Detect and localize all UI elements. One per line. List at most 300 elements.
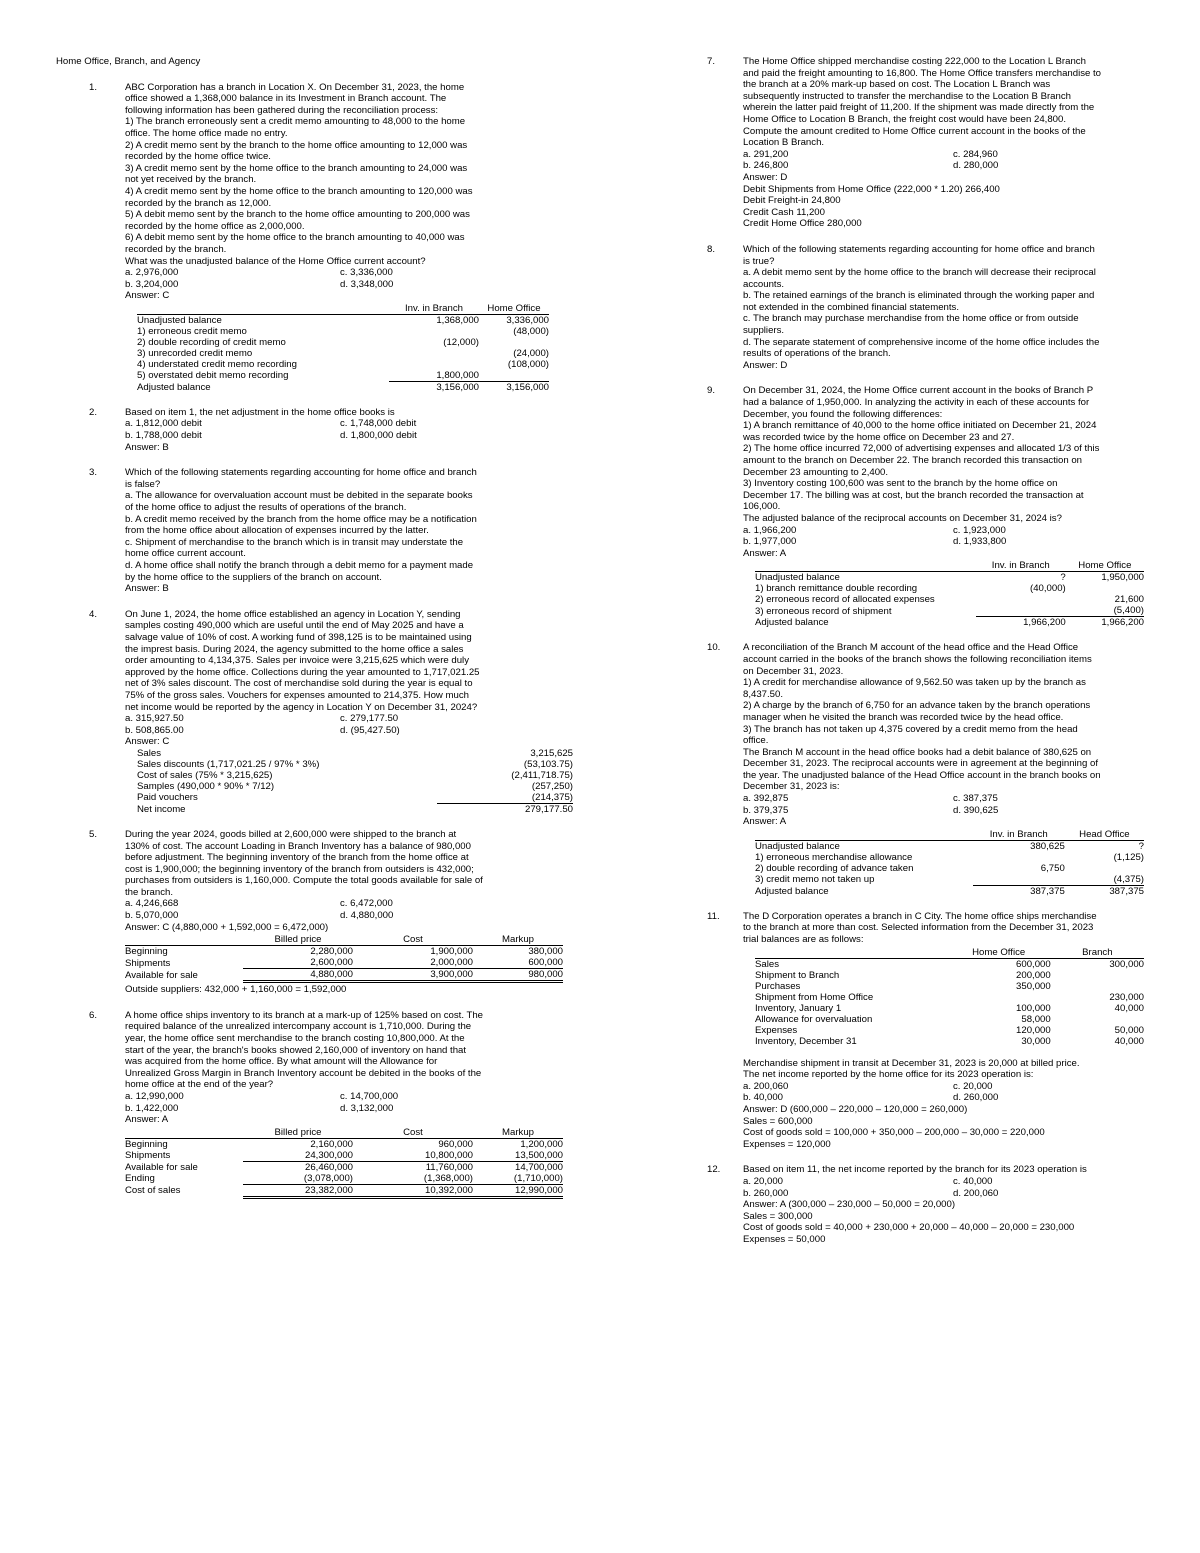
row-label: Samples (490,000 * 90% * 7/12) [137, 780, 275, 792]
table-row [125, 1138, 563, 1150]
question-text: is false? [125, 478, 161, 490]
row-label: Beginning [125, 946, 168, 958]
table-cell: ? [1138, 840, 1144, 852]
answer-key: Answer: A [125, 1114, 169, 1126]
question-number: 7. [707, 56, 716, 67]
row-label: 2) double recording of advance taken [755, 862, 914, 874]
column-header [755, 829, 973, 841]
question-text: the branch. [125, 886, 174, 898]
table-cell: (257,250) [531, 780, 573, 792]
question-item [674, 1164, 1144, 1245]
row-label: Purchases [755, 980, 801, 992]
table-cell: 120,000 [1016, 1024, 1051, 1036]
question-text: December 17. The billing was at cost, but the branch recorded the transaction at [743, 489, 1084, 501]
question-text: d. A home office shall notify the branch through a debit memo for a payment made [125, 560, 474, 571]
table-row [137, 770, 573, 781]
answer-choices [125, 713, 576, 736]
table-cell: 40,000 [1114, 1002, 1144, 1014]
answer-choices [743, 525, 1144, 548]
row-label: Cost of sales [125, 1185, 181, 1197]
row-label: Unadjusted balance [137, 314, 222, 326]
row-label: Unadjusted balance [755, 572, 840, 584]
table-cell: 23,382,000 [243, 1184, 353, 1197]
row-label: Ending [125, 1173, 155, 1185]
row-label: 1) branch remittance double recording [755, 583, 918, 595]
question-text: The Branch M account in the head office books had a debit balance of 380,625 on [743, 746, 1092, 758]
question-text: 6) A debit memo sent by the home office to the branch amounting to 40,000 was [125, 232, 465, 244]
question-item [56, 829, 576, 996]
table-row [137, 326, 549, 337]
table-row [755, 874, 1144, 886]
answer-choice: a. 4,246,668 [125, 898, 179, 910]
question-text: December 31, 2023 is: [743, 781, 840, 793]
row-label: Inventory, December 31 [755, 1035, 857, 1047]
answer-choice: b. 260,000 [743, 1187, 789, 1199]
question-text: before adjustment. The beginning inventory of the branch from the home office at [125, 852, 469, 864]
right-column [674, 56, 1144, 1260]
answer-key: Answer: D [743, 171, 788, 183]
question-text: of the home office to adjust the results of operations of the branch. [125, 502, 407, 514]
answer-choice: d. 280,000 [953, 160, 999, 172]
table-row [755, 970, 1144, 981]
answer-choice: b. 3,204,000 [125, 278, 179, 290]
q1-table [137, 303, 549, 393]
table-row [755, 583, 1144, 594]
answer-choices [125, 418, 576, 441]
column-header: Cost [353, 934, 473, 946]
question-text: manager when he visited the branch was recorded twice by the head office. [743, 711, 1064, 723]
question-text: 2) A credit memo sent by the branch to the home office amounting to 12,000 was [125, 139, 468, 151]
question-item [674, 244, 1144, 372]
row-label: Available for sale [125, 969, 198, 981]
question-text: During the year 2024, goods billed at 2,600,000 were shipped to the branch at [125, 828, 457, 840]
table-row [755, 1003, 1144, 1014]
table-cell [976, 605, 1066, 617]
answer-choice: b. 246,800 [743, 160, 789, 172]
table-cell: 200,000 [1016, 969, 1051, 981]
answer-choice: d. 4,880,000 [340, 910, 394, 922]
table-header-row [755, 560, 1144, 572]
answer-choice: b. 1,788,000 debit [125, 430, 202, 442]
answer-choice: c. 3,336,000 [340, 267, 393, 279]
question-text: 3) A credit memo sent by the home office to the branch amounting to 24,000 was [125, 162, 468, 174]
table-cell [1051, 981, 1144, 992]
table-cell [389, 326, 479, 337]
table-cell [1066, 583, 1144, 594]
table-row [755, 992, 1144, 1003]
table-header-row [137, 303, 549, 315]
answer-choices [743, 149, 1144, 172]
answer-choice: b. 1,422,000 [125, 1102, 179, 1114]
table-cell: 960,000 [438, 1138, 473, 1150]
table-row [137, 748, 573, 759]
column-header: Home Office [1066, 560, 1144, 572]
table-row [125, 957, 563, 969]
table-cell: (4,375) [1065, 874, 1144, 886]
answer-key: Answer: A (300,000 – 230,000 – 50,000 = 20,000) [743, 1199, 956, 1211]
row-label: 4) understated credit memo recording [137, 358, 297, 370]
question-text: recorded by the home office twice. [125, 151, 271, 163]
row-label: Sales [755, 958, 779, 970]
question-text: 75% of the gross sales. Vouchers for expenses amounted to 214,375. How much [125, 689, 469, 701]
question-text: A reconciliation of the Branch M account of the head office and the Head Office [743, 642, 1079, 654]
question-text: net of 3% sales discount. The cost of merchandise sold during the year is equal to [125, 678, 473, 690]
table-header-row [125, 1127, 563, 1139]
question-item [56, 82, 576, 393]
table-cell: 350,000 [1016, 980, 1051, 992]
question-text: on December 31, 2023. [743, 665, 844, 677]
table-cell: (5,400) [1066, 605, 1144, 617]
solution-line: Debit Freight-in 24,800 [743, 195, 841, 207]
table-cell: 1,800,000 [389, 370, 479, 382]
question-text: c. The branch may purchase merchandise from the home office or from outside [743, 313, 1079, 325]
left-column [56, 56, 576, 1213]
answer-key: Answer: C [125, 290, 170, 302]
row-label: 3) credit memo not taken up [755, 874, 875, 886]
question-text: Based on item 11, the net income reported by the branch for its 2023 operation is [743, 1164, 1087, 1176]
table-cell: 1,950,000 [1101, 572, 1144, 584]
table-cell: 387,375 [1109, 885, 1144, 897]
table-cell [973, 852, 1065, 863]
table-row [755, 958, 1144, 970]
question-text: salvage value of 10% of cost. A working fund of 398,125 is to be maintained using [125, 631, 472, 643]
table-cell: 2,000,000 [353, 957, 473, 969]
column-header: Home Office [479, 303, 549, 315]
answer-choice: c. 1,923,000 [953, 524, 1006, 536]
answer-key: Answer: B [125, 441, 169, 453]
table-cell [479, 337, 549, 348]
question-text: approved by the home office. Collections during the year amounted to 1,717,021.25 [125, 666, 480, 678]
question-text: the imprest basis. During 2024, the agency submitted to the home office a sales [125, 643, 464, 655]
table-row [125, 1173, 563, 1185]
table-cell [389, 359, 479, 370]
question-text: 2) A charge by the branch of 6,750 for an advance taken by the branch operations [743, 700, 1091, 712]
answer-choice: b. 40,000 [743, 1092, 784, 1104]
question-number: 6. [89, 1009, 98, 1021]
question-text: not extended in the combined financial statements. [743, 301, 959, 313]
answer-choice: d. 390,625 [953, 804, 999, 816]
table-cell: 1,368,000 [436, 314, 479, 326]
table-cell: 600,000 [1016, 958, 1051, 970]
row-label: Paid vouchers [137, 792, 198, 804]
answer-key: Answer: A [743, 816, 787, 828]
question-text: 1) The branch erroneously sent a credit memo amounting to 48,000 to the home [125, 116, 466, 128]
answer-choice: a. 1,812,000 debit [125, 418, 202, 430]
row-label: 1) erroneous merchandise allowance [755, 851, 913, 863]
table-cell: 1,900,000 [430, 946, 473, 958]
right-question-list [674, 56, 1144, 1246]
question-text: Home Office to Location B Branch, the freight cost would have been 24,800. [743, 113, 1067, 125]
answer-choice: d. 3,132,000 [340, 1102, 394, 1114]
answer-choice: b. 5,070,000 [125, 910, 179, 922]
answer-choice: c. 279,177.50 [340, 713, 399, 725]
table-row [755, 572, 1144, 584]
document-title: Home Office, Branch, and Agency [56, 56, 201, 67]
answer-choices [743, 793, 1144, 816]
q5-table [125, 934, 563, 983]
column-header [125, 1127, 243, 1139]
table-header-row [755, 947, 1144, 959]
question-text: home office at the end of the year? [125, 1079, 274, 1091]
question-item [674, 911, 1144, 1151]
question-text: Merchandise shipment in transit at December 31, 2023 is 20,000 at billed price. [743, 1057, 1080, 1069]
table-cell [976, 594, 1066, 605]
row-label: 3) unrecorded credit memo [137, 347, 253, 359]
column-header: Billed price [243, 1127, 353, 1139]
table-row [137, 381, 549, 393]
table-cell: 21,600 [1114, 594, 1144, 606]
table-cell: (214,375) [437, 792, 573, 804]
row-label: Sales discounts (1,717,021.25 / 97% * 3%) [137, 758, 320, 770]
question-text: subsequently instructed to transfer the merchandise to the Location B Branch [743, 90, 1071, 102]
table-cell: 1,966,200 [1101, 617, 1144, 629]
question-text: was recorded twice by the home office on December 23 and 27. [743, 431, 1015, 443]
question-text: 3) Inventory costing 100,600 was sent to the branch by the home office on [743, 478, 1058, 490]
table-cell: 380,000 [528, 946, 563, 958]
answer-choice: c. 20,000 [953, 1080, 993, 1092]
table-cell: 14,700,000 [514, 1161, 563, 1173]
table-row [137, 314, 549, 326]
table-cell [973, 874, 1065, 886]
question-number: 1. [89, 81, 98, 93]
row-label: Shipment from Home Office [755, 991, 874, 1003]
answer-key: Answer: B [125, 583, 169, 595]
table-cell: (1,368,000) [353, 1173, 473, 1185]
row-label: Inventory, January 1 [755, 1002, 842, 1014]
answer-choice: a. 20,000 [743, 1175, 784, 1187]
question-text: a. A debit memo sent by the home office to the branch will decrease their reciprocal [743, 267, 1096, 279]
question-text: office. The home office made no entry. [125, 127, 288, 139]
question-text: had a balance of 1,950,000. In analyzing the activity in each of these accounts for [743, 397, 1090, 409]
row-label: Available for sale [125, 1161, 198, 1173]
table-cell: 100,000 [1016, 1002, 1051, 1014]
q4-income-table [137, 748, 573, 815]
table-row [755, 594, 1144, 605]
solution-line: Credit Home Office 280,000 [743, 218, 862, 230]
question-text: Based on item 1, the net adjustment in the home office books is [125, 406, 395, 418]
table-cell: 980,000 [473, 969, 563, 982]
question-text: 1) A credit for merchandise allowance of 9,562.50 was taken up by the branch as [743, 677, 1086, 689]
q6-table [125, 1127, 563, 1199]
solution-line: Credit Cash 11,200 [743, 206, 825, 218]
left-question-list [56, 82, 576, 1199]
row-label: 1) erroneous credit memo [137, 325, 247, 337]
column-header: Head Office [1065, 829, 1144, 841]
row-label: Shipments [125, 1150, 171, 1162]
question-text: Which of the following statements regarding accounting for home office and branch [125, 467, 477, 479]
table-cell: 50,000 [1114, 1024, 1144, 1036]
table-cell: (40,000) [1030, 583, 1066, 595]
table-cell [1051, 970, 1144, 981]
answer-choice: c. 284,960 [953, 148, 998, 160]
question-text: Unrealized Gross Margin in Branch Inventory account be debited in the books of the [125, 1067, 482, 1079]
column-header: Markup [473, 1127, 563, 1139]
table-cell: 58,000 [1021, 1013, 1051, 1025]
q11-table [755, 947, 1144, 1047]
answer-choice: a. 12,990,000 [125, 1091, 184, 1102]
question-text: b. A credit memo received by the branch from the home office may be a notification [125, 513, 477, 525]
question-number: 11. [707, 910, 720, 922]
table-row [755, 1036, 1144, 1047]
question-text: samples costing 490,000 which are useful until the end of May 2025 and have a [125, 620, 464, 632]
question-text: recorded by the home office as 2,000,000. [125, 220, 305, 232]
answer-choice: b. 379,375 [743, 804, 789, 816]
table-cell [947, 992, 1051, 1003]
answer-choices [743, 1176, 1144, 1199]
row-label: Cost of sales (75% * 3,215,625) [137, 769, 273, 781]
table-cell: 11,760,000 [425, 1161, 473, 1173]
answer-choice: a. 2,976,000 [125, 267, 179, 279]
question-text: 4) A credit memo sent by the home office to the branch amounting to 120,000 was [125, 185, 473, 197]
spacer [743, 1048, 1144, 1058]
question-text: and paid the freight amounting to 16,800. The Home Office transfers merchandise to [743, 67, 1102, 79]
table-cell [1065, 863, 1144, 874]
table-row [755, 981, 1144, 992]
question-text: account carried in the books of the branch shows the following reconciliation items [743, 653, 1092, 665]
answer-choice: a. 291,200 [743, 148, 789, 160]
table-cell: 279,177.50 [524, 803, 573, 815]
row-label: Beginning [125, 1138, 168, 1150]
question-text: What was the unadjusted balance of the Home Office current account? [125, 255, 426, 267]
answer-choices [125, 898, 576, 921]
question-text: 2) The home office incurred 72,000 of advertising expenses and allocated 1/3 of this [743, 443, 1100, 455]
column-header [125, 934, 243, 946]
question-text: 130% of cost. The account Loading in Branch Inventory has a balance of 980,000 [125, 840, 471, 852]
answer-choice: b. 1,977,000 [743, 536, 797, 548]
question-text: wherein the latter paid freight of 11,200. If the shipment was made directly from the [743, 102, 1095, 114]
table-cell: 600,000 [473, 957, 563, 969]
table-cell: 6,750 [1040, 862, 1065, 874]
question-text: cost is 1,900,000; the beginning inventory of the branch from outsiders is 432,000; [125, 863, 474, 875]
row-label: Unadjusted balance [755, 840, 840, 852]
table-cell: 3,156,000 [506, 381, 549, 393]
row-label: Net income [137, 803, 186, 815]
table-cell: 4,880,000 [243, 969, 353, 982]
question-text: by the home office to the suppliers of the branch on account. [125, 571, 382, 583]
table-row [137, 359, 549, 370]
table-cell: (3,078,000) [243, 1173, 353, 1185]
row-label: 2) erroneous record of allocated expenses [755, 594, 935, 606]
question-text: recorded by the branch as 12,000. [125, 197, 272, 209]
table-cell: 387,375 [1030, 885, 1065, 897]
question-text: office. [743, 735, 769, 747]
question-number: 5. [89, 828, 98, 840]
question-text: A home office ships inventory to its branch at a mark-up of 125% based on cost. The [125, 1009, 484, 1021]
answer-key: Answer: D [743, 359, 788, 371]
table-cell [1051, 1014, 1144, 1025]
question-text: required balance of the unrealized intercompany account is 1,710,000. During the [125, 1021, 472, 1033]
question-text: office showed a 1,368,000 balance in its Investment in Branch account. The [125, 93, 447, 105]
question-text: results of operations of the branch. [743, 348, 891, 360]
answer-choice: d. 3,348,000 [340, 278, 394, 290]
answer-key: Answer: D (600,000 – 220,000 – 120,000 = 260,000) [743, 1104, 968, 1115]
solution-line: Outside suppliers: 432,000 + 1,160,000 = 1,592,000 [125, 984, 347, 996]
answer-choice: d. 200,060 [953, 1187, 999, 1199]
question-item [674, 56, 1144, 230]
table-cell: 26,460,000 [304, 1161, 353, 1173]
column-header: Inv. in Branch [973, 829, 1065, 841]
answer-key: Answer: C (4,880,000 + 1,592,000 = 6,472,000) [125, 921, 329, 933]
table-cell: 3,215,625 [530, 747, 573, 759]
question-text: is true? [743, 255, 775, 267]
table-row [755, 605, 1144, 617]
table-cell: 380,625 [1030, 840, 1065, 852]
table-cell: 24,300,000 [243, 1150, 353, 1162]
table-cell: 2,280,000 [310, 946, 353, 958]
question-text: The adjusted balance of the reciprocal accounts on December 31, 2024 is? [743, 512, 1062, 524]
question-text: not yet received by the branch. [125, 174, 257, 186]
q9-table [755, 560, 1144, 628]
table-cell: 10,800,000 [353, 1150, 473, 1162]
answer-choice: a. 1,966,200 [743, 524, 797, 536]
table-row [755, 885, 1144, 897]
table-cell: 2,160,000 [310, 1138, 353, 1150]
column-header [755, 560, 976, 572]
answer-choice: d. (95,427.50) [340, 724, 400, 736]
table-cell: 13,500,000 [473, 1150, 563, 1162]
question-text: following information has been gathered during the reconciliation process: [125, 104, 439, 116]
question-item [56, 609, 576, 815]
question-text: suppliers. [743, 325, 785, 337]
table-cell: 1,200,000 [520, 1138, 563, 1150]
question-text: trial balances are as follows: [743, 934, 864, 946]
question-number: 10. [707, 642, 721, 654]
row-label: 2) double recording of credit memo [137, 336, 286, 348]
solution-line: Cost of goods sold = 100,000 + 350,000 – 200,000 – 30,000 = 220,000 [743, 1127, 1045, 1139]
question-text: d. The separate statement of comprehensive income of the home office includes the [743, 336, 1100, 348]
table-row [137, 781, 573, 792]
question-text: to the branch at more than cost. Selected information from the December 31, 2023 [743, 922, 1094, 934]
row-label: Expenses [755, 1024, 798, 1036]
solution-line: Debit Shipments from Home Office (222,000 * 1.20) 266,400 [743, 183, 1000, 195]
answer-choice: d. 260,000 [953, 1092, 999, 1104]
table-cell [479, 370, 549, 382]
question-text: The Home Office shipped merchandise costing 222,000 to the Location L Branch [743, 56, 1086, 67]
question-number: 3. [89, 467, 98, 479]
row-label: Adjusted balance [755, 885, 829, 897]
question-text: the branch at a 20% mark-up based on cost. The Location L Branch was [743, 79, 1051, 91]
question-text: Which of the following statements regarding accounting for home office and branch [743, 243, 1095, 255]
question-text: The D Corporation operates a branch in C City. The home office ships merchandise [743, 910, 1097, 922]
table-cell: 3,336,000 [506, 314, 549, 326]
table-cell: (1,125) [1113, 851, 1144, 863]
table-cell: 2,600,000 [243, 957, 353, 969]
question-text: 3) The branch has not taken up 4,375 covered by a credit memo from the head [743, 723, 1078, 735]
row-label: 3) erroneous record of shipment [755, 605, 892, 617]
question-text: On December 31, 2024, the Home Office current account in the books of Branch P [743, 385, 1094, 397]
table-cell: (24,000) [513, 347, 549, 359]
question-text: Location B Branch. [743, 137, 825, 149]
table-cell: ? [1060, 572, 1066, 584]
table-cell [389, 348, 479, 359]
table-row [125, 969, 563, 982]
question-text: home office current account. [125, 548, 246, 560]
table-cell: 10,392,000 [353, 1184, 473, 1197]
table-cell: 300,000 [1109, 958, 1144, 970]
question-text: On June 1, 2024, the home office established an agency in Location Y, sending [125, 608, 461, 620]
question-text: from the home office about allocation of expenses incurred by the latter. [125, 525, 429, 537]
row-label: Adjusted balance [137, 381, 211, 393]
solution-line: Expenses = 50,000 [743, 1233, 826, 1245]
question-text: b. The retained earnings of the branch is eliminated through the working paper and [743, 290, 1095, 302]
answer-choice: a. 315,927.50 [125, 713, 184, 725]
table-row [125, 1150, 563, 1162]
solution-line: Cost of goods sold = 40,000 + 230,000 + 20,000 – 40,000 – 20,000 = 230,000 [743, 1222, 1075, 1234]
question-text: December, you found the following differences: [743, 408, 943, 420]
column-header: Home Office [947, 947, 1051, 959]
question-number: 12. [707, 1164, 721, 1176]
question-number: 2. [89, 406, 98, 418]
